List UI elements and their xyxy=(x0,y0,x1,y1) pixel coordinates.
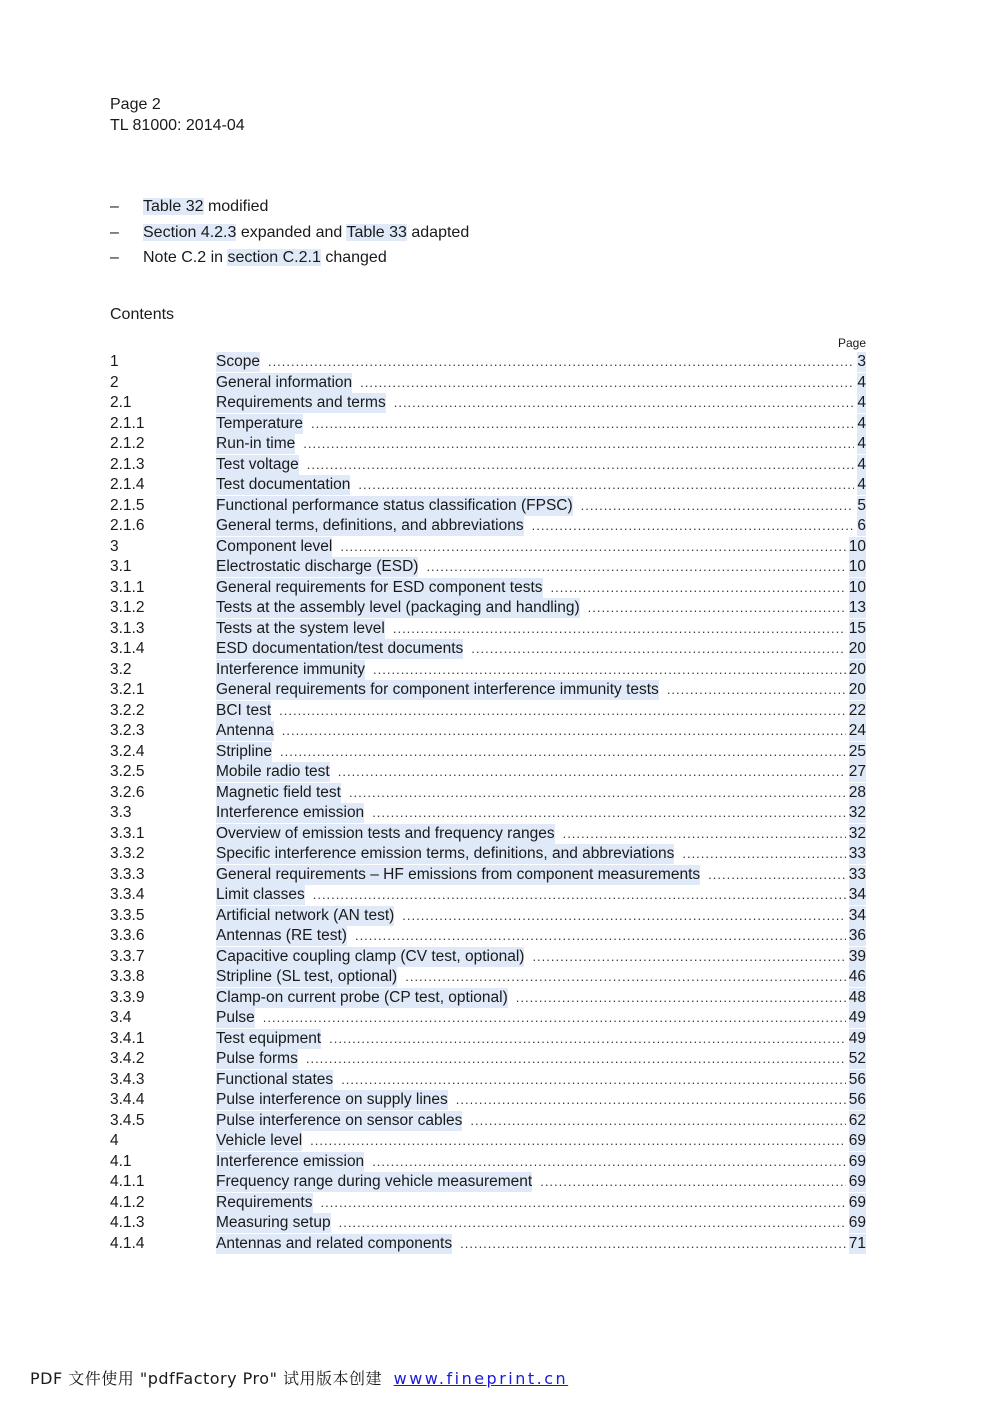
toc-leader-dots xyxy=(311,414,854,434)
toc-leader-dots xyxy=(667,680,846,700)
change-text: modified xyxy=(203,198,269,215)
toc-leader-dots xyxy=(372,1152,846,1172)
toc-entry[interactable] xyxy=(110,557,866,578)
toc-section-number: 3.4.1 xyxy=(110,1029,145,1047)
toc-leader-dots xyxy=(306,1049,846,1069)
toc-entry[interactable] xyxy=(110,1172,866,1193)
toc-leader-dots xyxy=(402,906,845,926)
toc-leader-dots xyxy=(563,824,846,844)
toc-entry[interactable] xyxy=(110,1111,866,1132)
toc-section-title[interactable]: Pulse xyxy=(216,1009,255,1026)
toc-entry[interactable] xyxy=(110,1029,866,1050)
toc-entry[interactable] xyxy=(110,639,866,660)
toc-section-number: 2.1.5 xyxy=(110,496,145,514)
toc-page-number[interactable]: 34 xyxy=(848,906,866,924)
toc-section-title[interactable]: Requirements and terms xyxy=(216,394,386,411)
toc-leader-dots xyxy=(516,988,846,1008)
toc-section-number: 3.2.3 xyxy=(110,722,145,739)
toc-section-title[interactable]: Capacitive coupling clamp (CV test, optional) xyxy=(216,947,525,965)
toc-leader-dots xyxy=(313,885,846,905)
toc-section-title[interactable]: Stripline xyxy=(216,742,272,760)
toc-section-number: 3.1.2 xyxy=(110,599,145,616)
toc-entry[interactable] xyxy=(110,824,866,845)
toc-page-number[interactable]: 46 xyxy=(848,968,866,985)
toc-leader-dots xyxy=(303,434,854,454)
toc-section-number: 2 xyxy=(110,373,119,391)
toc-leader-dots xyxy=(682,844,845,864)
toc-section-title[interactable]: Tests at the system level xyxy=(216,619,385,637)
toc-page-number[interactable]: 3 xyxy=(857,353,866,370)
toc-section-number: 3.3.7 xyxy=(110,947,145,965)
table-of-contents xyxy=(110,352,866,1254)
toc-leader-dots xyxy=(405,967,846,987)
toc-leader-dots xyxy=(321,1193,846,1213)
toc-entry[interactable] xyxy=(110,865,866,886)
cross-reference-link[interactable]: Table 32 xyxy=(143,198,204,215)
toc-leader-dots xyxy=(470,1111,845,1131)
toc-section-number: 3.4.3 xyxy=(110,1070,145,1088)
toc-entry[interactable] xyxy=(110,988,866,1009)
toc-page-number[interactable]: 10 xyxy=(848,578,866,596)
toc-page-number[interactable]: 4 xyxy=(857,476,866,493)
toc-section-number: 4 xyxy=(110,1132,119,1149)
toc-entry[interactable] xyxy=(110,1049,866,1070)
toc-page-number[interactable]: 71 xyxy=(848,1234,866,1252)
change-item xyxy=(110,248,469,274)
toc-section-title[interactable]: Frequency range during vehicle measurement xyxy=(216,1173,533,1190)
toc-section-title[interactable]: Interference emission xyxy=(216,1152,365,1170)
toc-entry[interactable] xyxy=(110,496,866,517)
toc-section-number: 2.1.4 xyxy=(110,476,145,493)
toc-section-number: 2.1.1 xyxy=(110,414,145,432)
toc-page-number[interactable]: 34 xyxy=(848,886,866,903)
toc-section-title[interactable]: BCI test xyxy=(216,701,272,719)
toc-entry[interactable] xyxy=(110,967,866,988)
toc-entry[interactable] xyxy=(110,537,866,558)
toc-section-title[interactable]: Measuring setup xyxy=(216,1214,331,1231)
toc-section-title[interactable]: Mobile radio test xyxy=(216,763,330,780)
toc-leader-dots xyxy=(355,926,846,946)
toc-section-number: 4.1 xyxy=(110,1152,132,1170)
toc-leader-dots xyxy=(426,557,845,577)
toc-entry[interactable] xyxy=(110,844,866,865)
toc-entry[interactable] xyxy=(110,803,866,824)
toc-entry[interactable] xyxy=(110,516,866,537)
toc-page-number[interactable]: 49 xyxy=(848,1009,866,1026)
toc-section-number: 4.1.4 xyxy=(110,1234,145,1252)
toc-page-number[interactable]: 62 xyxy=(848,1111,866,1129)
toc-leader-dots xyxy=(532,516,855,536)
toc-section-number: 2.1.6 xyxy=(110,517,145,534)
toc-entry[interactable] xyxy=(110,455,866,476)
toc-section-title[interactable]: Pulse interference on supply lines xyxy=(216,1091,448,1108)
toc-page-number[interactable]: 4 xyxy=(857,455,866,473)
toc-entry[interactable] xyxy=(110,1131,866,1152)
toc-section-number: 3 xyxy=(110,537,119,555)
cross-reference-link[interactable]: section C.2.1 xyxy=(227,249,321,266)
toc-section-number: 3.3.5 xyxy=(110,906,145,924)
toc-entry[interactable] xyxy=(110,680,866,701)
toc-leader-dots xyxy=(339,1213,846,1233)
toc-entry[interactable] xyxy=(110,1234,866,1255)
toc-page-number[interactable]: 39 xyxy=(848,947,866,965)
cross-reference-link[interactable]: Table 33 xyxy=(346,223,407,241)
toc-section-number: 3.3.1 xyxy=(110,824,145,842)
toc-entry[interactable] xyxy=(110,947,866,968)
toc-section-number: 4.1.3 xyxy=(110,1214,145,1231)
toc-section-number: 3.3.6 xyxy=(110,927,145,944)
toc-entry[interactable] xyxy=(110,906,866,927)
toc-leader-dots xyxy=(280,742,846,762)
toc-entry[interactable] xyxy=(110,783,866,804)
toc-leader-dots xyxy=(307,455,855,475)
toc-page-number[interactable]: 69 xyxy=(848,1152,866,1170)
toc-section-title[interactable]: Temperature xyxy=(216,414,304,432)
toc-section-title[interactable]: Tests at the assembly level (packaging and handling) xyxy=(216,599,580,616)
toc-leader-dots xyxy=(456,1090,846,1110)
toc-leader-dots xyxy=(340,537,845,557)
toc-section-number: 4.1.1 xyxy=(110,1173,145,1190)
toc-section-title[interactable]: Electrostatic discharge (ESD) xyxy=(216,558,419,575)
toc-section-number: 3.1.4 xyxy=(110,640,145,657)
toc-section-number: 3.3.8 xyxy=(110,968,145,985)
footer-link[interactable]: www.fineprint.cn xyxy=(393,1369,569,1388)
toc-entry[interactable] xyxy=(110,475,866,496)
toc-section-number: 3.2.2 xyxy=(110,701,145,719)
toc-entry[interactable] xyxy=(110,598,866,619)
toc-section-number: 3.2.1 xyxy=(110,681,145,698)
toc-section-title[interactable]: Functional performance status classification (FPSC) xyxy=(216,496,573,514)
toc-section-number: 3.4.4 xyxy=(110,1091,145,1108)
change-text: adapted xyxy=(406,223,470,241)
change-list xyxy=(110,197,469,274)
toc-entry[interactable] xyxy=(110,885,866,906)
toc-page-number[interactable]: 4 xyxy=(857,435,866,452)
toc-section-title[interactable]: Requirements xyxy=(216,1193,313,1211)
toc-section-title[interactable]: ESD documentation/test documents xyxy=(216,640,464,657)
toc-section-title[interactable]: Test equipment xyxy=(216,1029,322,1047)
toc-entry[interactable] xyxy=(110,762,866,783)
toc-section-title[interactable]: Antenna xyxy=(216,722,274,739)
toc-leader-dots xyxy=(349,783,846,803)
toc-page-number[interactable]: 69 xyxy=(848,1193,866,1211)
toc-section-title[interactable]: General terms, definitions, and abbreviations xyxy=(216,517,524,534)
toc-leader-dots xyxy=(341,1070,846,1090)
toc-page-number[interactable]: 33 xyxy=(848,865,866,883)
toc-section-number: 3.1.3 xyxy=(110,619,145,637)
toc-entry[interactable] xyxy=(110,434,866,455)
toc-section-number: 1 xyxy=(110,353,119,370)
toc-entry[interactable] xyxy=(110,373,866,394)
toc-section-number: 3.2.4 xyxy=(110,742,145,760)
toc-page-number[interactable]: 33 xyxy=(848,845,866,862)
page-column-label: Page xyxy=(837,336,866,350)
toc-section-number: 3.2 xyxy=(110,660,132,678)
toc-page-number[interactable]: 69 xyxy=(848,1214,866,1231)
toc-leader-dots xyxy=(310,1131,846,1151)
bullet-dash: – xyxy=(110,249,119,266)
toc-page-number[interactable]: 15 xyxy=(848,619,866,637)
pdf-footer xyxy=(30,1366,568,1389)
toc-page-number[interactable]: 48 xyxy=(848,988,866,1006)
bullet-dash: – xyxy=(110,198,119,215)
toc-entry[interactable] xyxy=(110,742,866,763)
toc-section-number: 2.1 xyxy=(110,394,132,411)
toc-entry[interactable] xyxy=(110,1070,866,1091)
toc-section-title[interactable]: Antennas and related components xyxy=(216,1234,453,1252)
toc-section-title[interactable]: Scope xyxy=(216,353,260,370)
toc-entry[interactable] xyxy=(110,926,866,947)
toc-page-number[interactable]: 10 xyxy=(848,558,866,575)
toc-leader-dots xyxy=(551,578,846,598)
change-text: Note C.2 in xyxy=(143,249,228,266)
toc-page-number[interactable]: 69 xyxy=(848,1132,866,1149)
toc-entry[interactable] xyxy=(110,660,866,681)
toc-section-title[interactable]: Test documentation xyxy=(216,476,351,493)
change-text: expanded and xyxy=(236,223,347,241)
document-id: TL 81000: 2014-04 xyxy=(110,117,245,134)
toc-page-number[interactable]: 4 xyxy=(857,414,866,432)
toc-page-number[interactable]: 6 xyxy=(857,517,866,534)
toc-leader-dots xyxy=(279,701,846,721)
page-header xyxy=(110,94,245,136)
toc-leader-dots xyxy=(708,865,846,885)
toc-section-title[interactable]: General information xyxy=(216,373,353,391)
toc-page-number[interactable]: 20 xyxy=(848,681,866,698)
toc-page-number[interactable]: 28 xyxy=(848,783,866,801)
toc-leader-dots xyxy=(329,1029,846,1049)
toc-entry[interactable] xyxy=(110,1090,866,1111)
toc-section-title[interactable]: Component level xyxy=(216,537,333,555)
toc-leader-dots xyxy=(460,1234,846,1254)
toc-leader-dots xyxy=(540,1172,846,1192)
toc-section-title[interactable]: Specific interference emission terms, definitions, and abbreviations xyxy=(216,845,675,862)
toc-page-number[interactable]: 69 xyxy=(848,1173,866,1190)
toc-section-title[interactable]: Artificial network (AN test) xyxy=(216,906,395,924)
toc-section-title[interactable]: Antennas (RE test) xyxy=(216,927,347,944)
toc-page-number[interactable]: 32 xyxy=(848,824,866,842)
toc-section-number: 3.4 xyxy=(110,1009,132,1026)
toc-section-title[interactable]: Interference emission xyxy=(216,804,365,821)
toc-page-number[interactable]: 56 xyxy=(848,1070,866,1088)
toc-section-number: 3.1 xyxy=(110,558,132,575)
toc-page-number[interactable]: 20 xyxy=(848,660,866,678)
toc-page-number[interactable]: 22 xyxy=(848,701,866,719)
toc-entry[interactable] xyxy=(110,393,866,414)
toc-page-number[interactable]: 25 xyxy=(848,742,866,760)
contents-heading: Contents xyxy=(110,306,175,323)
toc-section-number: 3.4.5 xyxy=(110,1111,145,1129)
change-item xyxy=(110,197,469,223)
toc-leader-dots xyxy=(372,803,846,823)
toc-section-number: 4.1.2 xyxy=(110,1193,145,1211)
toc-entry[interactable] xyxy=(110,1008,866,1029)
bullet-dash: – xyxy=(110,223,119,241)
toc-leader-dots xyxy=(394,393,855,413)
footer-text: PDF 文件使用 "pdfFactory Pro" 试用版本创建 xyxy=(30,1369,383,1388)
toc-section-number: 2.1.2 xyxy=(110,435,145,452)
toc-leader-dots xyxy=(263,1008,846,1028)
toc-entry[interactable] xyxy=(110,578,866,599)
toc-section-title[interactable]: Clamp-on current probe (CP test, optional) xyxy=(216,988,508,1006)
toc-section-number: 3.3.9 xyxy=(110,988,145,1006)
toc-section-number: 3.3.4 xyxy=(110,886,145,903)
toc-page-number[interactable]: 5 xyxy=(857,496,866,514)
toc-section-title[interactable]: Functional states xyxy=(216,1070,334,1088)
toc-section-number: 3.4.2 xyxy=(110,1050,145,1067)
toc-leader-dots xyxy=(338,762,846,782)
toc-section-title[interactable]: Test voltage xyxy=(216,455,299,473)
toc-leader-dots xyxy=(282,721,846,741)
toc-entry[interactable] xyxy=(110,1152,866,1173)
toc-page-number[interactable]: 56 xyxy=(848,1091,866,1108)
toc-entry[interactable] xyxy=(110,619,866,640)
change-item xyxy=(110,223,469,249)
toc-section-number: 3.1.1 xyxy=(110,578,145,596)
toc-section-title[interactable]: Stripline (SL test, optional) xyxy=(216,968,398,985)
toc-section-number: 3.3.3 xyxy=(110,865,145,883)
toc-section-title[interactable]: Interference immunity xyxy=(216,660,366,678)
change-text: changed xyxy=(320,249,387,266)
toc-entry[interactable] xyxy=(110,1213,866,1234)
toc-page-number[interactable]: 52 xyxy=(848,1050,866,1067)
toc-page-number[interactable]: 4 xyxy=(857,394,866,411)
toc-leader-dots xyxy=(393,619,846,639)
toc-section-number: 3.3.2 xyxy=(110,845,145,862)
toc-entry[interactable] xyxy=(110,1193,866,1214)
toc-entry[interactable] xyxy=(110,352,866,373)
toc-page-number[interactable]: 36 xyxy=(848,927,866,944)
toc-section-number: 3.3 xyxy=(110,804,132,821)
toc-entry[interactable] xyxy=(110,701,866,722)
toc-page-number[interactable]: 27 xyxy=(848,763,866,780)
toc-section-title[interactable]: General requirements – HF emissions from component measurements xyxy=(216,865,701,883)
toc-leader-dots xyxy=(581,496,855,516)
toc-section-title[interactable]: Magnetic field test xyxy=(216,783,341,801)
toc-page-number[interactable]: 49 xyxy=(848,1029,866,1047)
page-number: Page 2 xyxy=(110,96,161,113)
toc-page-number[interactable]: 20 xyxy=(848,640,866,657)
toc-section-title[interactable]: Pulse forms xyxy=(216,1050,298,1067)
toc-section-title[interactable]: Run-in time xyxy=(216,435,296,452)
toc-section-title[interactable]: Limit classes xyxy=(216,886,305,903)
toc-section-title[interactable]: General requirements for component interference immunity tests xyxy=(216,681,659,698)
toc-page-number[interactable]: 24 xyxy=(848,722,866,739)
toc-section-title[interactable]: Vehicle level xyxy=(216,1132,303,1149)
cross-reference-link[interactable]: Section 4.2.3 xyxy=(143,223,237,241)
toc-leader-dots xyxy=(358,475,854,495)
toc-entry[interactable] xyxy=(110,721,866,742)
toc-leader-dots xyxy=(373,660,846,680)
toc-section-number: 2.1.3 xyxy=(110,455,145,473)
toc-leader-dots xyxy=(360,373,854,393)
toc-leader-dots xyxy=(532,947,845,967)
toc-page-number[interactable]: 32 xyxy=(848,804,866,821)
toc-section-number: 3.2.6 xyxy=(110,783,145,801)
toc-section-title[interactable]: Pulse interference on sensor cables xyxy=(216,1111,463,1129)
toc-leader-dots xyxy=(268,352,854,372)
toc-leader-dots xyxy=(588,598,846,618)
toc-page-number[interactable]: 4 xyxy=(857,373,866,391)
toc-page-number[interactable]: 10 xyxy=(848,537,866,555)
toc-section-title[interactable]: General requirements for ESD component tests xyxy=(216,578,543,596)
toc-entry[interactable] xyxy=(110,414,866,435)
toc-page-number[interactable]: 13 xyxy=(848,599,866,616)
toc-leader-dots xyxy=(471,639,845,659)
toc-section-number: 3.2.5 xyxy=(110,763,145,780)
toc-section-title[interactable]: Overview of emission tests and frequency ranges xyxy=(216,824,555,842)
